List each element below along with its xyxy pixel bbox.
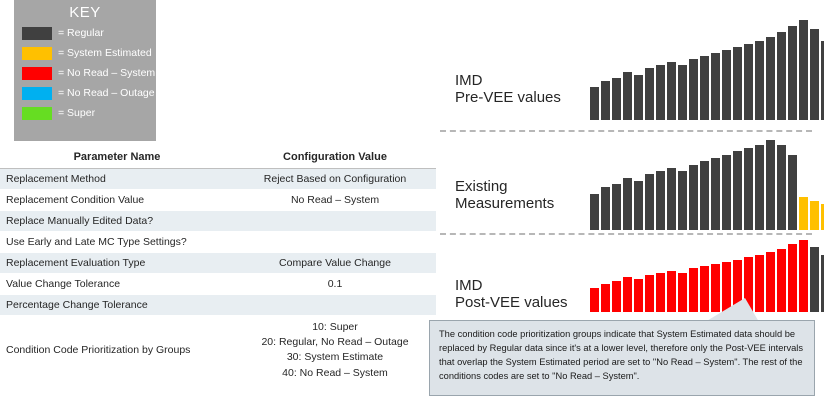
key-item [22, 65, 156, 81]
key-item-label: = Super [58, 107, 96, 119]
table-cell-value-line: 40: No Read – System [282, 366, 388, 379]
table-cell-configuration-value: 0.1 [234, 274, 436, 295]
chart-bar [733, 47, 742, 120]
chart-bar [689, 268, 698, 312]
table-row [0, 232, 436, 253]
key-item [22, 45, 156, 61]
table-cell-configuration-value: Compare Value Change [234, 253, 436, 274]
chart-bar [645, 174, 654, 230]
chart-bar [744, 148, 753, 230]
chart-bar [678, 273, 687, 312]
chart-bar [810, 201, 819, 230]
chart-bar [612, 184, 621, 230]
chart-bar [766, 252, 775, 312]
chart-bar [634, 279, 643, 312]
table-cell-value-line: 20: Regular, No Read – Outage [261, 336, 409, 349]
chart-bar [799, 240, 808, 312]
chart-pre-vee-label-line1: IMD [455, 72, 483, 89]
chart-pre-vee-label [455, 72, 561, 107]
chart-bar [788, 26, 797, 120]
table-header-configuration-value: Configuration Value [234, 148, 436, 169]
chart-bar [733, 151, 742, 230]
key-color-swatch [22, 67, 52, 80]
table-row [0, 190, 436, 211]
table-cell-parameter-name: Replacement Method [0, 169, 234, 190]
chart-bar [623, 277, 632, 312]
table-cell-configuration-value [234, 316, 436, 386]
chart-bar [601, 284, 610, 312]
key-color-swatch [22, 47, 52, 60]
table-row [0, 253, 436, 274]
table-row [0, 274, 436, 295]
callout-text: The condition code prioritization groups indicate that System Estimated data should be replaced by Regular data since it's at a lower level, therefore only the Post-VEE intervals that overlap the System Estimated period are set to "No Read – System". The rest of the conditions codes are set to "No Read – System". [439, 329, 804, 381]
chart-post-vee-label-line1: IMD [455, 277, 483, 294]
chart-existing-measurements [440, 140, 812, 245]
chart-post-vee-label [455, 277, 568, 312]
chart-bar [612, 281, 621, 312]
key-item-label: = System Estimated [58, 47, 152, 59]
table-cell-parameter-name: Percentage Change Tolerance [0, 295, 234, 316]
chart-bar [656, 65, 665, 120]
chart-bar [799, 20, 808, 120]
chart-bar [667, 62, 676, 120]
chart-bar [777, 145, 786, 230]
chart-existing-bars [590, 140, 824, 230]
chart-bar [612, 78, 621, 120]
chart-bar [766, 140, 775, 230]
chart-bar [634, 75, 643, 120]
callout-box [429, 320, 815, 396]
table-header-row [0, 148, 436, 169]
chart-bar [755, 145, 764, 230]
table-cell-configuration-value: No Read – System [234, 190, 436, 211]
table-row [0, 169, 436, 190]
chart-existing-label-line1: Existing [455, 178, 508, 195]
chart-bar [744, 44, 753, 120]
table-row [0, 295, 436, 316]
key-legend-box [14, 0, 156, 141]
key-color-swatch [22, 27, 52, 40]
chart-bar [645, 68, 654, 120]
table-cell-parameter-name: Condition Code Prioritization by Groups [0, 316, 234, 386]
chart-bar [656, 171, 665, 230]
chart-existing-label-line2: Measurements [455, 195, 555, 213]
chart-existing-label [455, 178, 554, 213]
chart-bar [711, 53, 720, 120]
table-cell-parameter-name: Replace Manually Edited Data? [0, 211, 234, 232]
chart-bar [711, 158, 720, 230]
chart-bar [799, 197, 808, 230]
key-item [22, 85, 156, 101]
table-row [0, 211, 436, 232]
chart-bar [678, 65, 687, 120]
chart-bar [667, 168, 676, 230]
table-body [0, 169, 436, 386]
configuration-table [0, 148, 436, 386]
key-items-list [14, 25, 156, 121]
chart-separator-1 [440, 130, 812, 132]
chart-bar [623, 178, 632, 230]
chart-bar [634, 181, 643, 230]
key-color-swatch [22, 87, 52, 100]
table-cell-configuration-value [234, 211, 436, 232]
chart-bar [667, 271, 676, 312]
chart-pre-vee-bars [590, 20, 824, 120]
chart-pre-vee [440, 20, 812, 130]
chart-bar [601, 187, 610, 230]
table-cell-configuration-value [234, 232, 436, 253]
table-cell-value-line: 10: Super [312, 321, 358, 333]
table-cell-configuration-value [234, 295, 436, 316]
chart-bar [788, 155, 797, 230]
table-row [0, 316, 436, 386]
table-cell-parameter-name: Replacement Evaluation Type [0, 253, 234, 274]
key-item-label: = No Read – System [58, 67, 156, 79]
chart-bar [689, 165, 698, 230]
chart-bar [722, 155, 731, 230]
chart-bar [700, 161, 709, 230]
table-cell-parameter-name: Use Early and Late MC Type Settings? [0, 232, 234, 253]
chart-bar [689, 59, 698, 120]
chart-bar [590, 87, 599, 120]
chart-bar [777, 32, 786, 120]
table-cell-configuration-value: Reject Based on Configuration [234, 169, 436, 190]
callout-pointer [705, 298, 759, 322]
chart-bar [645, 275, 654, 312]
chart-bar [601, 81, 610, 120]
chart-bar [590, 288, 599, 312]
chart-bar [678, 171, 687, 230]
chart-pre-vee-label-line2: Pre-VEE values [455, 89, 561, 107]
chart-bar [590, 194, 599, 230]
chart-bar [755, 41, 764, 120]
chart-post-vee-label-line2: Post-VEE values [455, 294, 568, 312]
table-header-parameter-name: Parameter Name [0, 148, 234, 169]
chart-bar [700, 56, 709, 120]
key-item [22, 25, 156, 41]
key-item [22, 105, 156, 121]
chart-bar [623, 72, 632, 120]
key-item-label: = No Read – Outage [58, 87, 155, 99]
table-cell-value-line: 30: System Estimate [286, 351, 384, 364]
key-item-label: = Regular [58, 27, 104, 39]
chart-bar [810, 29, 819, 120]
chart-bar [788, 244, 797, 312]
key-color-swatch [22, 107, 52, 120]
chart-bar [777, 249, 786, 312]
chart-bar [766, 37, 775, 120]
table-cell-parameter-name: Replacement Condition Value [0, 190, 234, 211]
table-cell-parameter-name: Value Change Tolerance [0, 274, 234, 295]
chart-separator-2 [440, 233, 812, 235]
chart-bar [656, 273, 665, 312]
key-title: KEY [69, 4, 101, 21]
chart-bar [810, 247, 819, 312]
chart-bar [722, 50, 731, 120]
